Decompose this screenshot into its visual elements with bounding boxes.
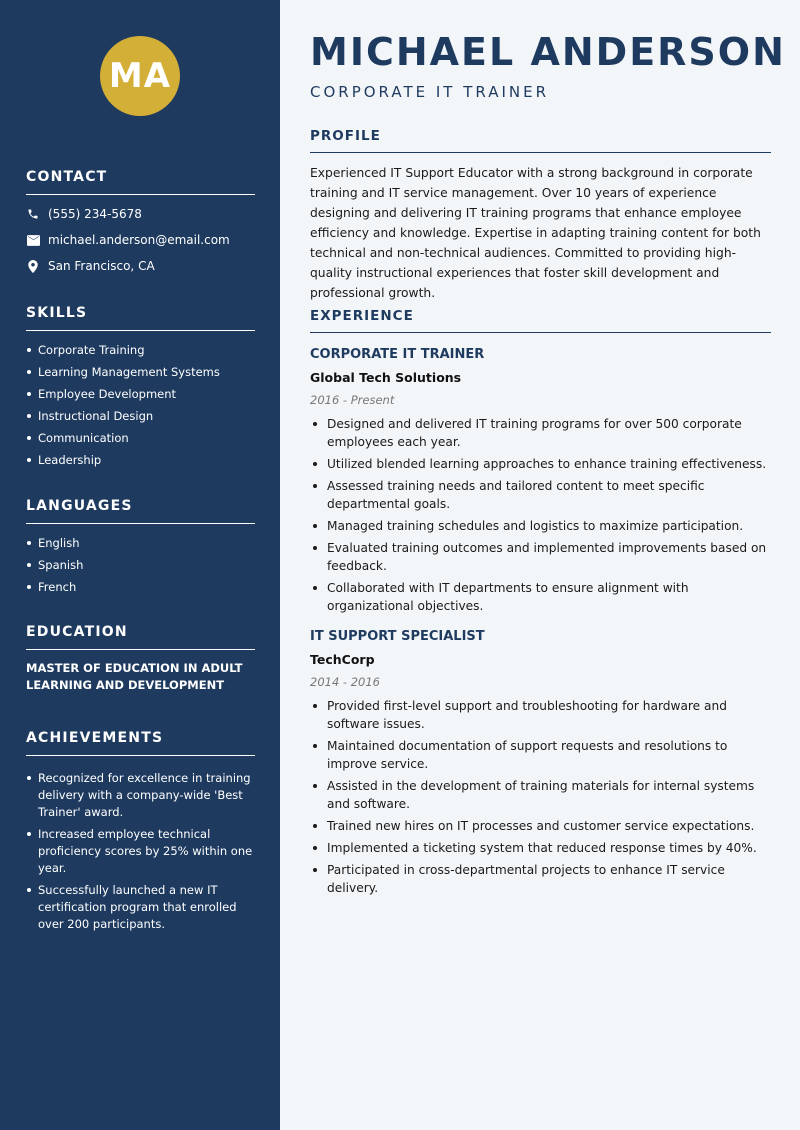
education-section <box>26 624 255 694</box>
skills-list <box>26 339 255 471</box>
languages-list <box>26 532 255 598</box>
contact-section <box>26 169 255 279</box>
phone-text[interactable]: (555) 234-5678 <box>48 207 142 221</box>
achievement-item: Recognized for excellence in training delivery with a company-wide 'Best Trainer' award. <box>26 770 255 821</box>
skill-item: Leadership <box>26 449 255 471</box>
duty-item: Assisted in the development of training materials for internal systems and software. <box>310 777 771 813</box>
language-item: French <box>26 576 255 598</box>
job-company: Global Tech Solutions <box>310 370 462 385</box>
experience-section <box>310 308 771 901</box>
duty-item: Provided first-level support and troubleshooting for hardware and software issues. <box>310 697 771 733</box>
profile-heading: PROFILE <box>310 128 771 153</box>
job-duties <box>310 415 771 615</box>
language-item: Spanish <box>26 554 255 576</box>
skills-heading: SKILLS <box>26 305 255 331</box>
duty-item: Utilized blended learning approaches to enhance training effectiveness. <box>310 455 771 473</box>
avatar: MA <box>100 36 180 116</box>
candidate-name: MICHAEL ANDERSON <box>310 30 786 74</box>
duty-item: Assessed training needs and tailored content to meet specific departmental goals. <box>310 477 771 513</box>
duty-item: Participated in cross-departmental projects to enhance IT service delivery. <box>310 861 771 897</box>
languages-heading: LANGUAGES <box>26 498 255 524</box>
location-text: San Francisco, CA <box>48 259 155 273</box>
mail-icon <box>26 233 40 247</box>
job-title: CORPORATE IT TRAINER <box>310 347 485 362</box>
job-dates: 2016 - Present <box>310 393 395 407</box>
profile-text: Experienced IT Support Educator with a strong background in corporate training and IT service management. Over 10 years of experience designing and delivering IT training programs that enhance employee efficiency and knowledge. Expertise in adapting training content for both technical and non-technical audiences. Committed to providing high-quality instructional experiences that foster skill development and professional growth. <box>310 166 761 300</box>
experience-heading: EXPERIENCE <box>310 308 771 333</box>
skills-section <box>26 305 255 471</box>
job-duties <box>310 697 771 897</box>
skill-item: Corporate Training <box>26 339 255 361</box>
job-title: IT SUPPORT SPECIALIST <box>310 629 485 644</box>
job-entry <box>310 347 771 615</box>
skill-item: Communication <box>26 427 255 449</box>
achievements-heading: ACHIEVEMENTS <box>26 730 255 756</box>
duty-item: Implemented a ticketing system that reduced response times by 40%. <box>310 839 771 857</box>
email-text[interactable]: michael.anderson@email.com <box>48 233 230 247</box>
achievement-item: Successfully launched a new IT certification program that enrolled over 200 participants. <box>26 882 255 933</box>
achievement-item: Increased employee technical proficiency scores by 25% within one year. <box>26 826 255 877</box>
skill-item: Employee Development <box>26 383 255 405</box>
candidate-title: CORPORATE IT TRAINER <box>310 83 550 101</box>
profile-section <box>310 128 771 303</box>
contact-location <box>26 253 255 279</box>
sidebar <box>0 0 280 1130</box>
education-degree: MASTER OF EDUCATION IN ADULT LEARNING AND DEVELOPMENT <box>26 661 243 692</box>
contact-email <box>26 227 255 253</box>
language-item: English <box>26 532 255 554</box>
duty-item: Trained new hires on IT processes and customer service expectations. <box>310 817 771 835</box>
duty-item: Managed training schedules and logistics to maximize participation. <box>310 517 771 535</box>
duty-item: Designed and delivered IT training programs for over 500 corporate employees each year. <box>310 415 771 451</box>
skill-item: Instructional Design <box>26 405 255 427</box>
duty-item: Maintained documentation of support requests and resolutions to improve service. <box>310 737 771 773</box>
skill-item: Learning Management Systems <box>26 361 255 383</box>
contact-heading: CONTACT <box>26 169 255 195</box>
languages-section <box>26 498 255 598</box>
location-pin-icon <box>26 259 40 273</box>
duty-item: Evaluated training outcomes and implemented improvements based on feedback. <box>310 539 771 575</box>
job-entry <box>310 629 771 897</box>
contact-phone <box>26 201 255 227</box>
job-company: TechCorp <box>310 652 375 667</box>
achievements-section <box>26 730 255 938</box>
phone-icon <box>26 207 40 221</box>
achievements-list <box>26 770 255 933</box>
education-heading: EDUCATION <box>26 624 255 650</box>
job-dates: 2014 - 2016 <box>310 675 380 689</box>
duty-item: Collaborated with IT departments to ensure alignment with organizational objectives. <box>310 579 771 615</box>
